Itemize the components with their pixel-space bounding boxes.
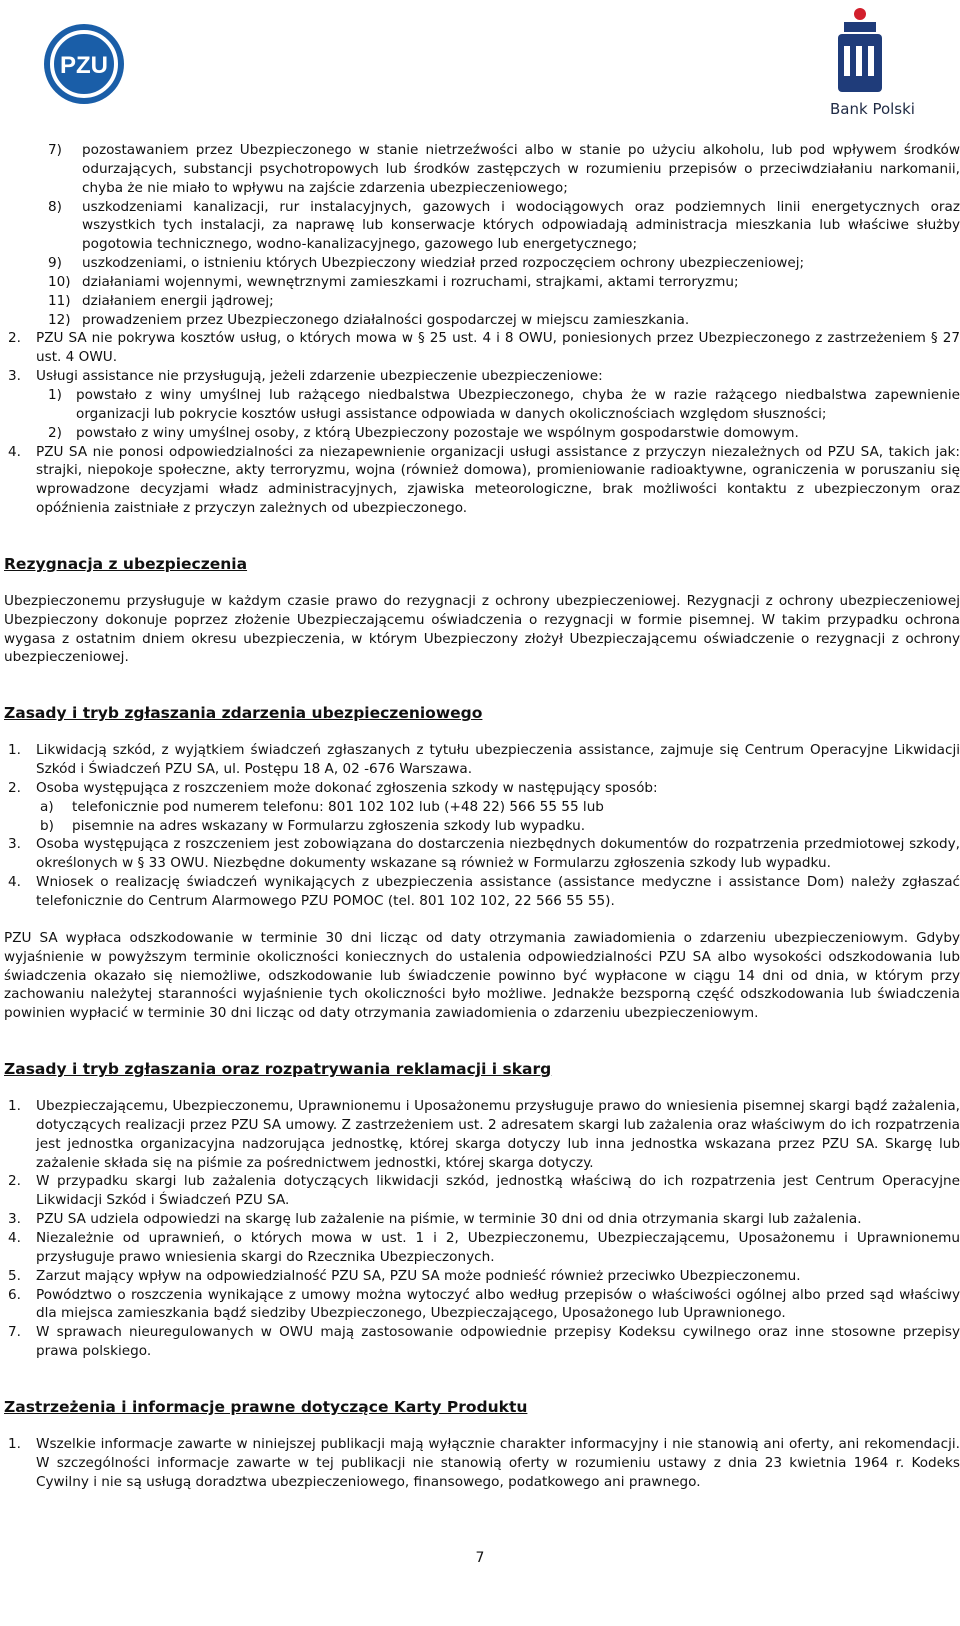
list-item-number: 1. (8, 1435, 21, 1452)
numbered-list (4, 329, 960, 386)
list-item-text: uszkodzeniami, o istnieniu których Ubezpieczony wiedział przed rozpoczęciem ochrony ubezpieczeniowej; (82, 255, 805, 272)
list-item-number: 7. (8, 1324, 21, 1341)
list-item-number: 3. (8, 836, 21, 853)
paragraph: Ubezpieczonemu przysługuje w każdym czasie prawo do rezygnacji z ochrony ubezpieczeniowej. Rezygnacji z ochrony ubezpieczeniowej Ubezpieczony dokonuje poprzez złożenie Ubezpieczającemu oświadczenia o rezygnacji w formie pisemnej. W takim przypadku ochrona wygasa z ostatnim dniem okresu ubezpieczenia, w którym Ubezpieczony złożył Ubezpieczającemu oświadczenie o rezygnacji z ochrony ubezpieczeniowej. (4, 592, 960, 666)
list-item (4, 198, 960, 255)
list-item (4, 273, 960, 292)
list-item-number: a) (40, 798, 54, 815)
list-item-text: Niezależnie od uprawnień, o których mowa w ust. 1 i 2, Ubezpieczonemu, Ubezpieczającemu, Uposażonemu i Uprawnionemu przysługuje prawo wniesienia skargi do Rzecznika Ubezpieczonych. (36, 1229, 960, 1265)
list-item-text: Osoba występująca z roszczeniem jest zobowiązana do dostarczenia niezbędnych dokumentów do rozpatrzenia przedmiotowej szkody, określonych w § 33 OWU. Niezbędne dokumenty wskazane są również w Formularzu zgłoszenia szkody lub wypadku. (36, 836, 960, 872)
section-heading: Zasady i tryb zgłaszania zdarzenia ubezpieczeniowego (4, 704, 483, 723)
section-heading: Rezygnacja z ubezpieczenia (4, 554, 248, 573)
list-item-number: 1. (8, 1098, 21, 1115)
pzu-logo-text: PZU (60, 52, 108, 79)
list-item-number: 2. (8, 1173, 21, 1190)
list-item-text: Ubezpieczającemu, Ubezpieczonemu, Uprawnionemu i Uposażonemu przysługuje prawo do wniesienia pisemnej skargi bądź zażalenia, dotyczących realizacji przez PZU SA umowy. Z zastrzeżeniem ust. 2 adresatem skargi lub zażalenia oraz właściwym do ich rozpatrzenia jest jednostka organizacyjna nadzorująca jednostkę, której skarga dotyczy lub inna jednostka wskazana przez PZU SA. Skargę lub zażalenie składa się na piśmie za pośrednictwem jednostki, której skarga dotyczy. (36, 1098, 960, 1171)
list-item (4, 254, 960, 273)
list-item (4, 798, 960, 817)
list-item-text: uszkodzeniami kanalizacji, rur instalacyjnych, gazowych i wodociągowych oraz podziemnych linii energetycznych oraz wszystkich tych instalacji, za naprawę lub konserwacje których odpowiadają administracja mieszkania lub właściwe służby pogotowia technicznego, wodno-kanalizacyjnego, gazowego lub energetycznego; (82, 198, 960, 253)
list-item-number: 11) (48, 292, 71, 309)
list-item-text: Powództwo o roszczenia wynikające z umowy można wytoczyć albo według przepisów o właściwości ogólnej albo przed sąd właściwy dla miejsca zamieszkania bądź siedziby Ubezpieczonego, Ubezpieczającego, Uposażonego lub Uprawnionego. (36, 1286, 960, 1322)
document-body (4, 141, 960, 1491)
list-item-number: 7) (48, 142, 62, 158)
paragraph: PZU SA wypłaca odszkodowanie w terminie 30 dni licząc od daty otrzymania zawiadomienia o zdarzeniu ubezpieczeniowym. Gdyby wyjaśnienie w powyższym terminie okoliczności koniecznych do ustalenia odpowiedzialności PZU SA albo wysokości odszkodowania lub świadczenia okazało się niemożliwe, odszkodowanie lub świadczenie powinno być wypłacone w ciągu 14 dni od dnia, w którym przy zachowaniu należytej staranności wyjaśnienie tych okoliczności było możliwe. Jednakże bezsporną część odszkodowania lub świadczenia powinien wypłacić w terminie 30 dni licząc od daty otrzymania zawiadomienia o zdarzeniu ubezpieczeniowym. (4, 929, 960, 1022)
list-item-number: 2. (8, 779, 21, 796)
list-item (4, 329, 960, 367)
list-item (4, 873, 960, 911)
page-number: 7 (475, 1550, 485, 1566)
list-item-number: 2) (48, 424, 62, 441)
pko-logo-text: Bank Polski (830, 100, 915, 118)
list-item-number: 1) (48, 386, 62, 403)
list-item-text: W sprawach nieuregulowanych w OWU mają zastosowanie odpowiednie przepisy Kodeksu cywilnego oraz inne stosowne przepisy prawa polskiego. (36, 1324, 960, 1360)
list-item-number: 12) (48, 311, 71, 328)
list-item-text: działaniami wojennymi, wewnętrznymi zamieszkami i rozruchami, strajkami, aktami terroryzmu; (82, 273, 739, 290)
list-item-number: 1. (8, 742, 21, 759)
list-item (4, 367, 960, 386)
list-item (4, 386, 960, 424)
list-item-number: 6. (8, 1286, 21, 1303)
list-item-number: 5. (8, 1267, 21, 1284)
list-item-text: PZU SA udziela odpowiedzi na skargę lub zażalenie na piśmie, w terminie 30 dni od dnia otrzymania skargi lub zażalenia. (36, 1211, 862, 1228)
list-item-text: powstało z winy umyślnej lub rażącego niedbalstwa Ubezpieczonego, chyba że w razie rażącego niedbalstwa zapewnienie organizacji lub pokrycie kosztów usługi assistance odpowiada w danych okolicznościach względom słuszności; (76, 386, 960, 422)
pzu-logo (42, 22, 126, 106)
list-item (4, 141, 960, 198)
list-item-text: pozostawaniem przez Ubezpieczonego w stanie nietrzeźwości albo w stanie po użyciu alkoholu, lub pod wpływem środków odurzających, substancji psychotropowych lub środków zastępczych w rozumieniu przepisów o przeciwdziałaniu narkomanii, chyba że nie miało to wpływu na zajście zdarzenia ubezpieczeniowego; (82, 142, 960, 196)
list-item-text: Usługi assistance nie przysługują, jeżeli zdarzenie ubezpieczenie ubezpieczeniowe: (36, 368, 603, 385)
list-item-text: Likwidacją szkód, z wyjątkiem świadczeń zgłaszanych z tytułu ubezpieczenia assistance, zajmuje się Centrum Operacyjne Likwidacji Szkód i Świadczeń PZU SA, ul. Postępu 18 A, 02 -676 Warszawa. (36, 742, 960, 778)
list-item (4, 741, 960, 779)
list-item-number: 10) (48, 273, 71, 290)
list-item-text: PZU SA nie pokrywa kosztów usług, o których mowa w § 25 ust. 4 i 8 OWU, poniesionych przez Ubezpieczonego z zastrzeżeniem § 27 ust. 4 OWU. (36, 330, 960, 366)
list-item (4, 779, 960, 798)
section-heading: Zastrzeżenia i informacje prawne dotyczące Karty Produktu (4, 1397, 528, 1416)
list-item-text: telefonicznie pod numerem telefonu: 801 102 102 lub (+48 22) 566 55 55 lub (72, 798, 604, 815)
list-item (4, 1435, 960, 1492)
sub-list (4, 386, 960, 443)
list-item (4, 1097, 960, 1172)
list-item (4, 424, 960, 443)
list-item-text: Wniosek o realizację świadczeń wynikających z ubezpieczenia assistance (assistance medyczne i assistance Dom) należy zgłaszać telefonicznie do Centrum Alarmowego PZU POMOC (tel. 801 102 102, 22 566 55 55). (36, 874, 960, 909)
list-item-text: powstało z winy umyślnej osoby, z którą Ubezpieczony pozostaje we wspólnym gospodarstwie domowym. (76, 424, 799, 441)
numbered-list (4, 1097, 960, 1361)
list-item-number: 4. (8, 1229, 21, 1246)
list-item-number: 9) (48, 255, 62, 272)
list-item-number: 2. (8, 330, 21, 347)
list-item-text: Osoba występująca z roszczeniem może dokonać zgłoszenia szkody w następujący sposób: (36, 779, 658, 796)
list-item (4, 1229, 960, 1267)
list-item-number: 4. (8, 874, 21, 891)
list-item (4, 835, 960, 873)
list-item-text: działaniem energii jądrowej; (82, 292, 274, 309)
list-item (4, 1210, 960, 1229)
list-item-text: prowadzeniem przez Ubezpieczonego działalności gospodarczej w miejscu zamieszkania. (82, 311, 690, 328)
list-item (4, 1172, 960, 1210)
list-item-text: pisemnie na adres wskazany w Formularzu zgłoszenia szkody lub wypadku. (72, 817, 586, 834)
sub-list (4, 798, 960, 836)
section-heading: Zasady i tryb zgłaszania oraz rozpatrywania reklamacji i skarg (4, 1060, 552, 1079)
list-item: 4. PZU SA nie ponosi odpowiedzialności za niezapewnienie organizacji usługi assistance z przyczyn niezależnych od PZU SA, takich jak: strajki, niepokoje społeczne, akty terroryzmu, wojna (również domowa), promieniowanie radioaktywne, ograniczenia w poruszaniu się wprowadzone decyzjami władz administracyjnych, zjawiska meteorologiczne, brak możliwości kontaktu z ubezpieczonym oraz opóźnienia zaistniałe z przyczyn zależnych od ubezpieczonego. (8, 443, 960, 517)
list-item-number: 8) (48, 198, 62, 215)
list-item (4, 1267, 960, 1286)
list-item (4, 292, 960, 311)
list-item-number: 3. (8, 1211, 21, 1228)
list-item (4, 1323, 960, 1361)
numbered-list (4, 1435, 960, 1492)
list-item (4, 1286, 960, 1324)
list-item-text: Wszelkie informacje zawarte w niniejszej publikacji mają wyłącznie charakter informacyjny i nie stanowią ani oferty, ani rekomendacji. W szczególności informacje zawarte w tej publikacji nie stanowią oferty w rozumieniu ustawy z dnia 23 kwietnia 1964 r. Kodeks Cywilny i nie są usługą doradztwa ubezpieczeniowego, finansowego, podatkowego ani prawnego. (36, 1435, 960, 1490)
list-item-text: Zarzut mający wpływ na odpowiedzialność PZU SA, PZU SA może podnieść również przeciwko Ubezpieczonemu. (36, 1267, 801, 1284)
numbered-list (4, 741, 960, 798)
list-item-number: b) (40, 817, 54, 834)
list-item (4, 817, 960, 836)
list-item-text: W przypadku skargi lub zażalenia dotyczących likwidacji szkód, jednostką właściwą do ich rozpatrzenia jest Centrum Operacyjne Likwidacji Szkód i Świadczeń PZU SA. (36, 1173, 960, 1209)
exclusions-list (4, 141, 960, 329)
list-item-number: 3. (8, 368, 21, 385)
numbered-list (4, 835, 960, 910)
list-item (4, 311, 960, 330)
